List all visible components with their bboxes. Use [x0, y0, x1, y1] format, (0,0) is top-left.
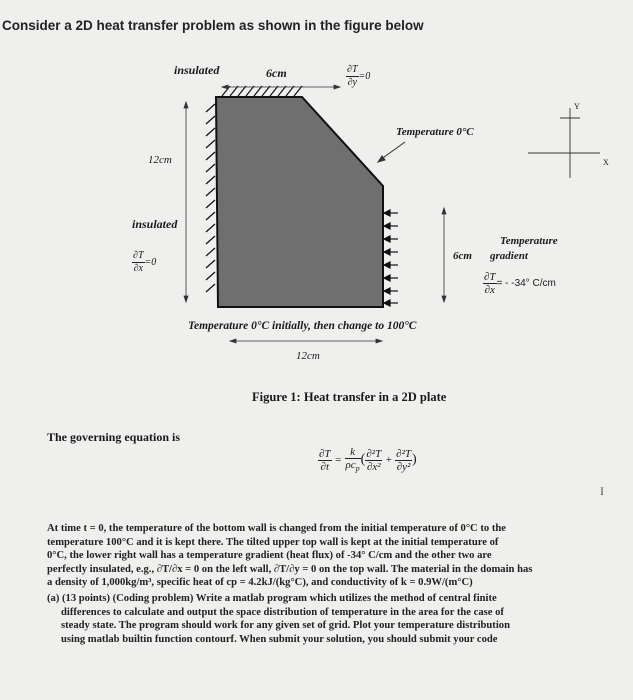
top-insulated-label: insulated: [174, 63, 220, 77]
right-label-2: gradient: [490, 250, 528, 262]
figure-caption: Figure 1: Heat transfer in a 2D plate: [252, 390, 447, 404]
question-line: steady state. The program should work for any given set of grid. Plot your temperature distribution: [61, 620, 510, 631]
problem-paragraph: [47, 522, 627, 590]
left-insulated-label: insulated: [132, 217, 178, 231]
right-boundary-condition: [483, 271, 556, 296]
eq-t2-den: ∂y²: [396, 461, 411, 474]
eq-equals: =: [334, 454, 342, 467]
tilted-wall-label: Temperature 0°C: [396, 126, 474, 138]
top-bc-val: =0: [358, 70, 371, 82]
bottom-wall-label: Temperature 0°C initially, then change to 100°C: [188, 320, 417, 332]
flux-arrows: [384, 210, 398, 306]
left-bc-val: =0: [144, 256, 157, 268]
left-dim-line: [184, 102, 188, 302]
axis-y-label: Y: [574, 102, 580, 111]
eq-t2-num: ∂²T: [396, 448, 411, 461]
governing-equation: [318, 446, 417, 475]
eq-close-paren: ): [412, 452, 417, 468]
eq-lhs-den: ∂t: [320, 461, 330, 474]
stray-cursor-mark: I: [600, 484, 604, 498]
eq-lhs-num: ∂T: [319, 448, 331, 461]
paragraph-line: 0°C, the lower right wall has a temperature gradient (heat flux) of -34° C/cm and the other two are: [47, 550, 492, 561]
left-bc-den: ∂x: [133, 263, 143, 274]
top-bc-num: ∂T: [347, 64, 358, 75]
eq-t1-num: ∂²T: [366, 448, 382, 461]
tilted-pointer: [378, 142, 405, 162]
right-dim-line: [442, 208, 446, 302]
top-bc-den: ∂y: [347, 77, 357, 88]
left-hatching: [206, 104, 215, 292]
eq-plus: +: [384, 454, 393, 467]
governing-label: The governing equation is: [47, 430, 181, 444]
top-dim-line: [222, 85, 340, 89]
top-boundary-condition: [346, 64, 370, 89]
top-dim-label: 6cm: [266, 66, 287, 80]
left-boundary-condition: [132, 250, 156, 275]
paragraph-line: perfectly insulated, e.g., ∂T/∂x = 0 on the left wall, ∂T/∂y = 0 on the top wall. The material in the domain has: [47, 563, 533, 575]
paragraph-line: At time t = 0, the temperature of the bottom wall is changed from the initial temperature of 0°C to the: [47, 523, 506, 534]
axes-indicator: [528, 108, 600, 178]
bottom-dim-label: 12cm: [296, 350, 320, 362]
question-line: (a) (13 points) (Coding problem) Write a matlab program which utilizes the method of central finite: [47, 593, 497, 604]
right-bc-num: ∂T: [484, 271, 496, 283]
top-hatching: [222, 86, 302, 96]
paragraph-line: a density of 1,000kg/m³, specific heat of cp = 4.2kJ/(kg°C), and conductivity of k = 0.9W/(m°C): [47, 577, 473, 588]
question-line: differences to calculate and output the space distribution of temperature in the area for the case of: [61, 606, 504, 618]
bottom-dim-line: [230, 339, 382, 343]
eq-t1-den: ∂x²: [366, 461, 381, 474]
eq-k-den: ρc: [345, 459, 356, 471]
axis-x-label: X: [603, 158, 609, 167]
question-a: [47, 592, 627, 646]
plate-shape: [216, 97, 383, 307]
left-bc-num: ∂T: [133, 250, 144, 261]
right-dim-label: 6cm: [453, 250, 472, 262]
left-dim-label: 12cm: [148, 154, 172, 166]
right-bc-val: = - -34° C/cm: [496, 278, 556, 290]
right-label-1: Temperature: [500, 235, 558, 247]
right-bc-den: ∂x: [484, 284, 495, 296]
eq-k-num: k: [345, 446, 361, 459]
eq-open-paren: (: [360, 452, 366, 468]
paragraph-line: temperature 100°C and it is kept there. The tilted upper top wall is kept at the initial temperature of: [47, 536, 499, 548]
eq-k-den-sub: p: [355, 464, 360, 474]
problem-heading: Consider a 2D heat transfer problem as shown in the figure below: [2, 18, 424, 33]
question-line: using matlab builtin function contourf. When submit your solution, you should submit your code: [61, 633, 498, 645]
